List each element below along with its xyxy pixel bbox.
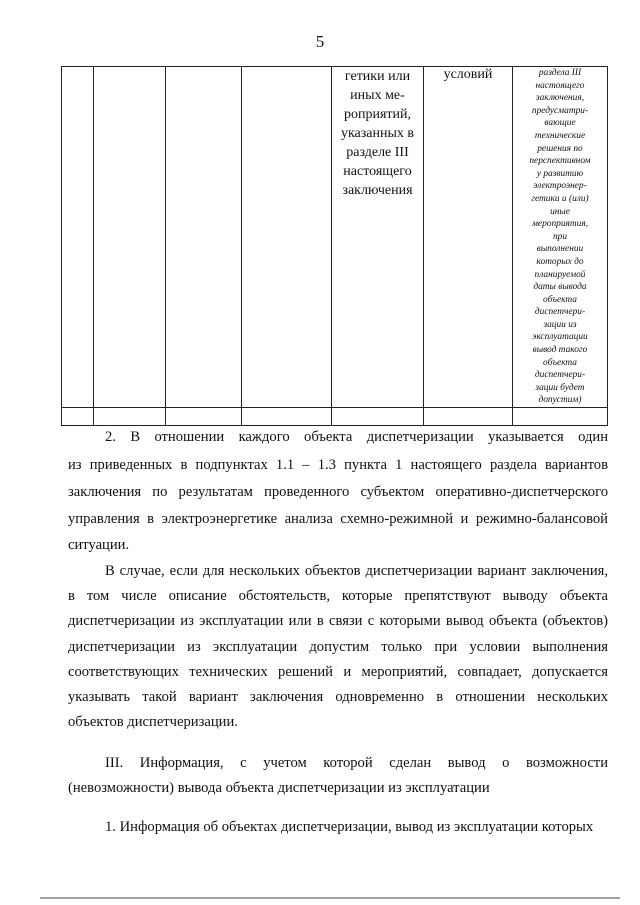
cell-text-line: зации будет — [535, 382, 585, 393]
cell-text-line: диспетчери- — [534, 307, 586, 318]
cell-text-line: у развитию — [536, 168, 584, 179]
table-cell-2 — [94, 67, 166, 408]
cell-text-line: заключения, — [535, 93, 585, 104]
text-line: управления в электроэнергетике анализа схемно-режимной и режимно-балансовой — [68, 511, 608, 527]
cell-text-line: вающие — [544, 118, 576, 129]
cell-text-line: настоящего — [343, 164, 412, 179]
cell-text-line: вывод такого — [532, 345, 588, 356]
scan-edge-line — [40, 897, 620, 899]
cell-text-line: предусматри- — [531, 105, 589, 116]
text-line: диспетчеризации из эксплуатации допустим только при условии выполнения — [68, 639, 608, 655]
table-cell-empty — [332, 408, 424, 426]
cell-text-line: гетики и (или) — [531, 193, 589, 204]
text-line: заключения по результатам проведенного субъектом оперативно-диспетчерского — [68, 484, 608, 500]
table-cell-7 — [513, 67, 608, 408]
text-line: соответствующих технических решений и мероприятий, совпадает, допускается — [68, 664, 608, 680]
table-cell-empty — [513, 408, 608, 426]
cell-text-line: заключения — [342, 183, 413, 198]
cell-text-line: иные — [550, 206, 570, 217]
text-line: В случае, если для нескольких объектов диспетчеризации вариант заключения, — [105, 563, 608, 579]
cell-text-line: перспективном — [529, 156, 591, 167]
table-cell-1 — [62, 67, 94, 408]
cell-text-line: указанных в — [340, 126, 415, 141]
text-line: в том числе описание обстоятельств, которые препятствуют выводу объекта — [68, 588, 608, 604]
text-line: III. Информация, с учетом которой сделан вывод о возможности — [105, 755, 608, 771]
cell-text-line: настоящего — [535, 80, 585, 91]
text-line: 1. Информация об объектах диспетчеризации, вывод из эксплуатации которых — [105, 819, 594, 835]
cell-text-line: условий — [443, 67, 493, 82]
text-line: указывать такой вариант заключения одновременно в отношении нескольких — [68, 689, 608, 705]
text-line: ситуации. — [68, 537, 130, 553]
cell-text-line: планируемой — [534, 269, 586, 280]
table-cell-6 — [424, 67, 513, 408]
cell-text-line: гетики или — [344, 69, 411, 84]
page-number: 5 — [315, 32, 325, 51]
table-cell-empty — [424, 408, 513, 426]
cell-text-line: мероприятия, — [531, 219, 589, 230]
cell-text-line: зации из — [543, 319, 577, 330]
cell-text-line: которых до — [536, 256, 584, 267]
text-line: диспетчеризации из эксплуатации или в связи с которыми вывод объекта (объектов) — [68, 613, 608, 629]
continuation-table — [61, 66, 608, 426]
cell-text-line: эксплуатации — [532, 332, 588, 343]
cell-text-line: объекта — [543, 294, 577, 305]
cell-text-line: роприятий, — [343, 107, 412, 122]
cell-text-line: диспетчери- — [534, 370, 586, 381]
table-cell-empty — [166, 408, 242, 426]
cell-text-line: решения по — [537, 143, 583, 154]
table-cell-empty — [242, 408, 332, 426]
table-cell-empty — [62, 408, 94, 426]
cell-text-line: электроэнер- — [533, 181, 587, 192]
table-cell-empty — [94, 408, 166, 426]
text-line: (невозможности) вывода объекта диспетчеризации из эксплуатации — [68, 780, 490, 796]
cell-text-line: разделе III — [346, 145, 409, 160]
cell-text-line: раздела III — [538, 68, 582, 78]
table-cell-3 — [166, 67, 242, 408]
cell-text-line: иных ме- — [350, 88, 405, 103]
table-cell-5 — [332, 67, 424, 408]
cell-text-line: выполнении — [536, 244, 584, 255]
cell-text-line: допустим) — [538, 395, 582, 406]
table-cell-4 — [242, 67, 332, 408]
cell-text-line: даты вывода — [533, 282, 587, 293]
text-line: из приведенных в подпунктах 1.1 – 1.3 пункта 1 настоящего раздела вариантов — [68, 457, 608, 473]
cell-text-line: при — [552, 231, 568, 242]
text-line: объектов диспетчеризации. — [68, 714, 238, 730]
cell-text-line: технические — [534, 130, 586, 141]
text-line: 2. В отношении каждого объекта диспетчеризации указывается один — [105, 429, 608, 445]
cell-text-line: объекта — [543, 357, 577, 368]
